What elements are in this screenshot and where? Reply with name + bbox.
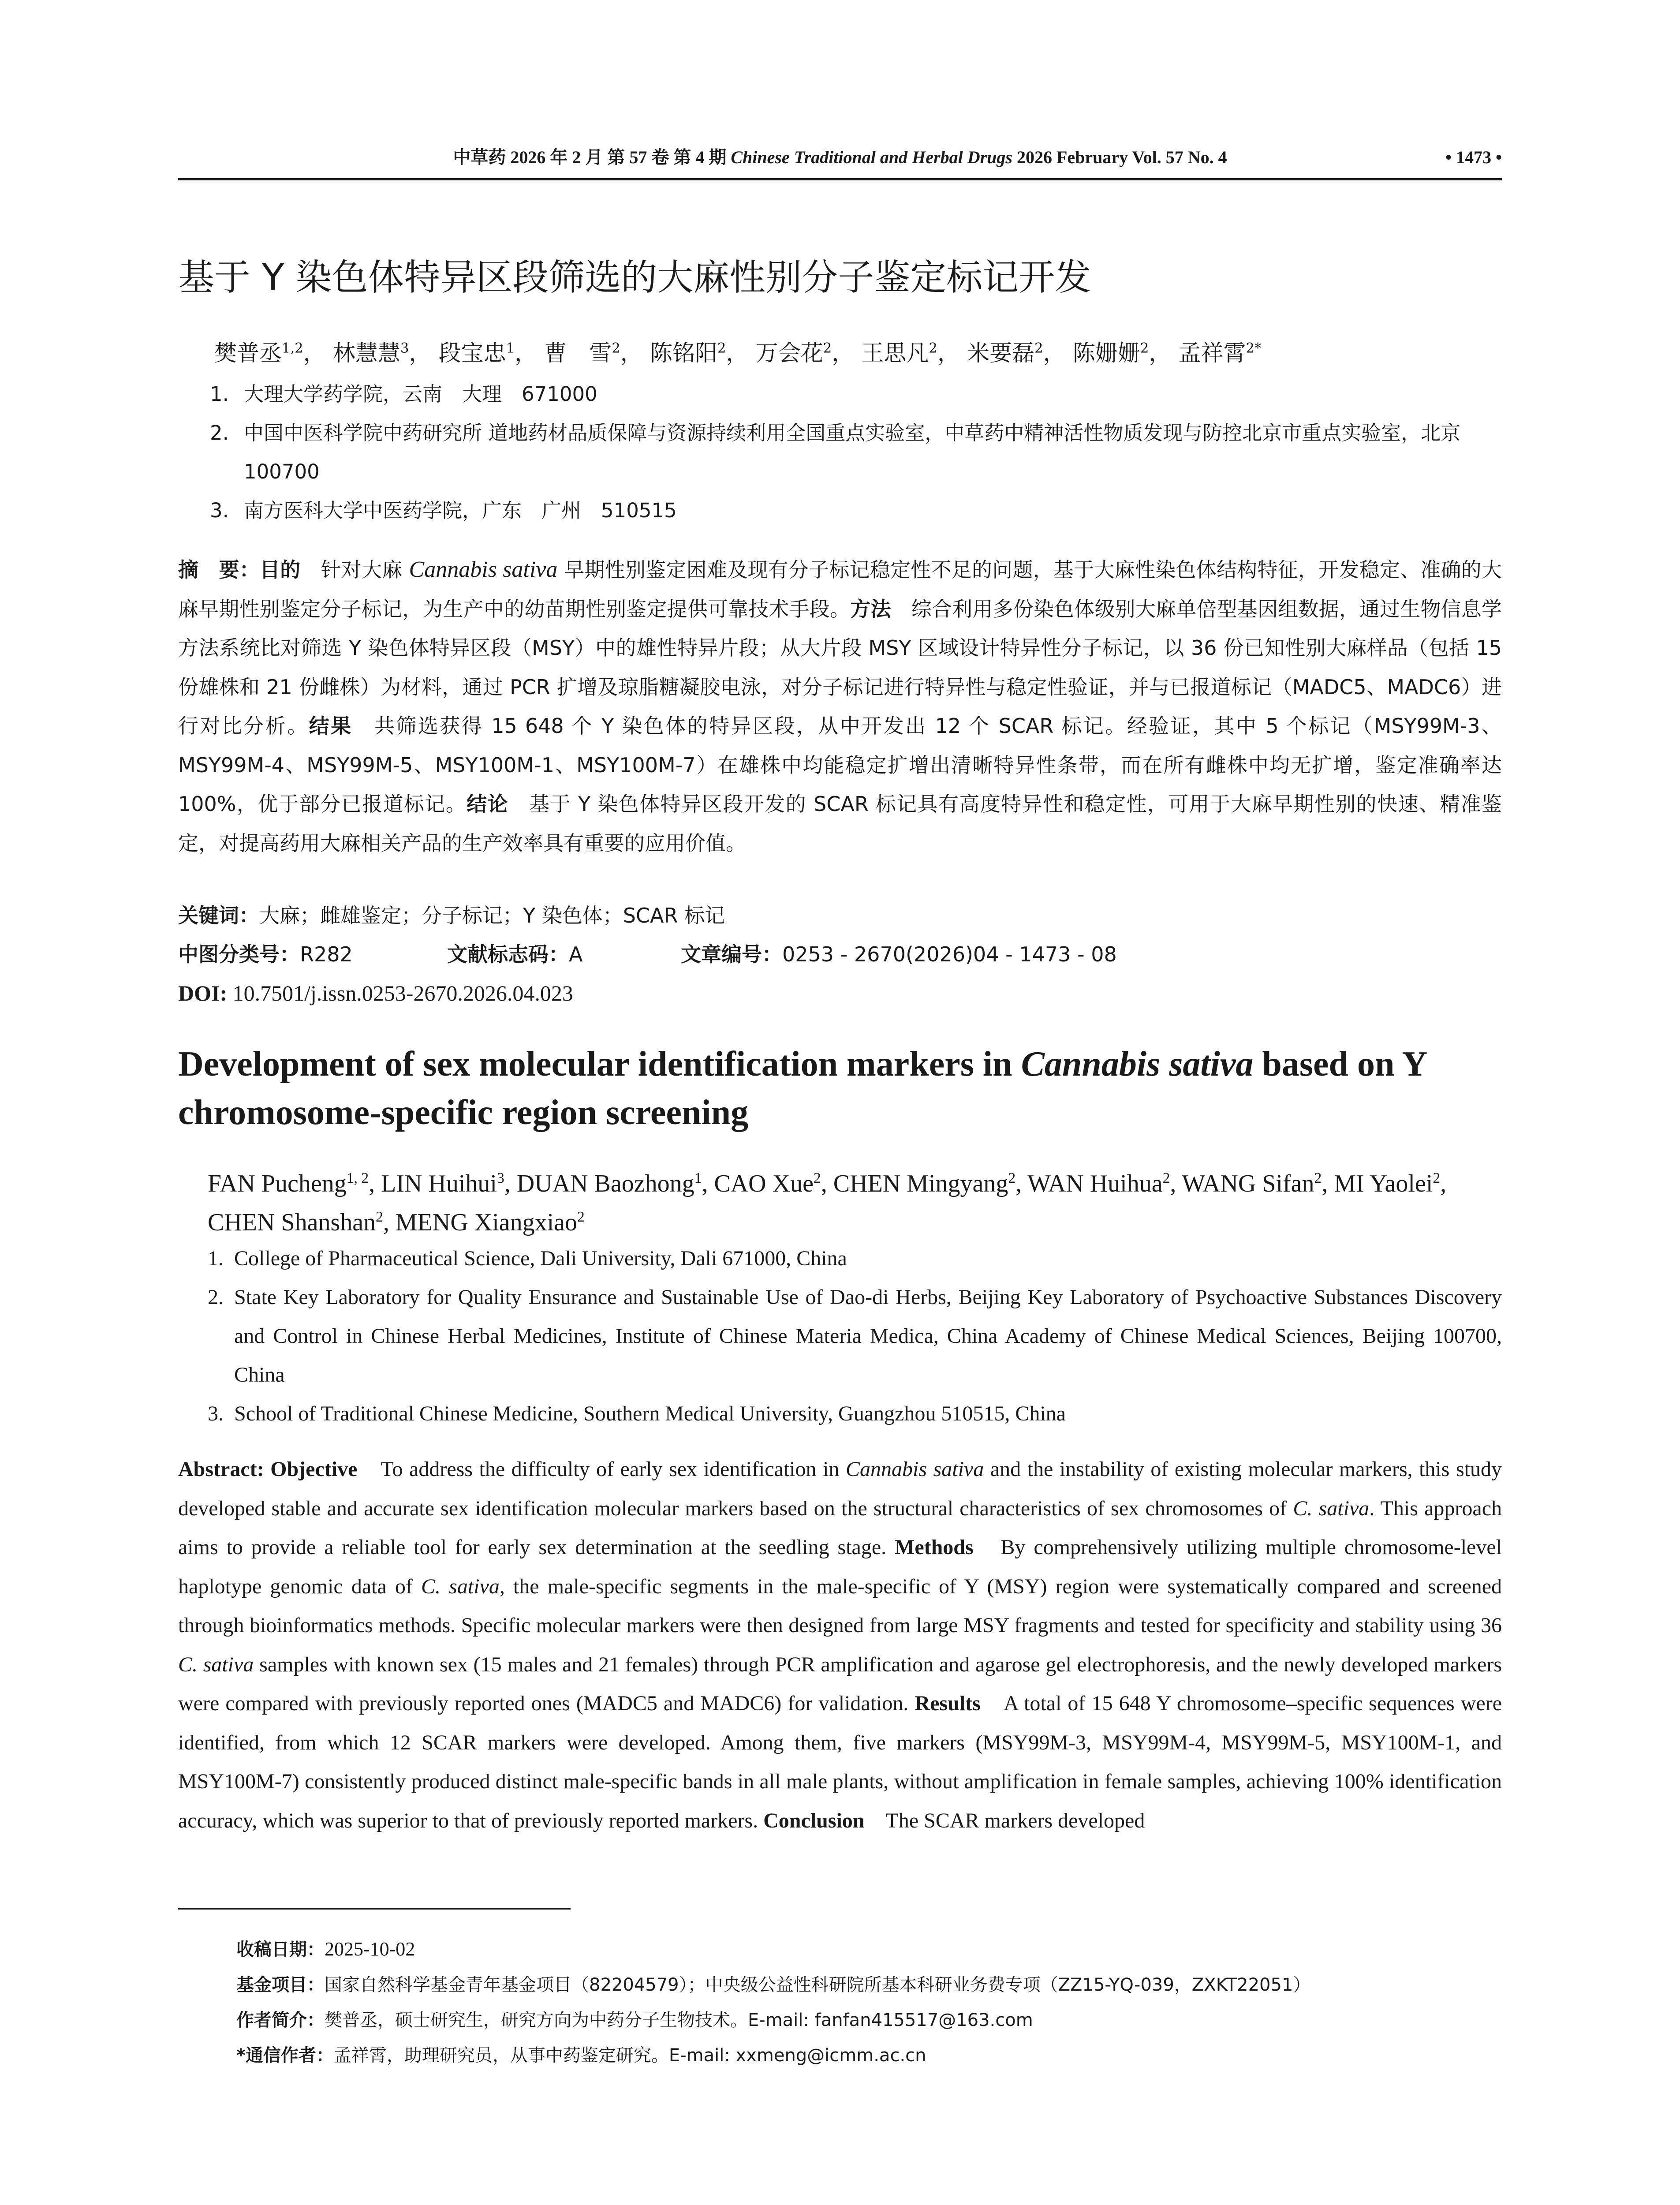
affiliation-cn: 3. 南方医科大学中医药学院，广东 广州 510515 — [210, 499, 677, 522]
keywords: 关键词：大麻；雌雄鉴定；分子标记；Y 染色体；SCAR 标记 — [178, 904, 725, 927]
footnote-divider — [178, 1908, 571, 1910]
author-cn: 曹 雪$^2$ — [544, 340, 620, 366]
author-cn: 林慧慧$^3$ — [332, 340, 409, 366]
header-page-number: • 1473 • — [1445, 147, 1502, 167]
author-en: CAO Xue$^2$ — [714, 1170, 821, 1197]
footnote-received: 收稿日期：2025-10-02 — [236, 1938, 415, 1960]
author-cn: 樊普丞$^{1,2}$ — [214, 340, 303, 366]
author-en: CHEN Mingyang$^2$ — [833, 1170, 1016, 1197]
footnote-funding: 基金项目：国家自然科学基金青年基金项目（82204579）；中央级公益性科研院所基本科研业务费专项（ZZ15-YQ-039，ZXKT22051） — [236, 1975, 1311, 1995]
abstract-en-label: Abstract: Objective — [178, 1458, 358, 1481]
affiliations-en — [208, 1239, 1502, 1433]
abstract-cn: 摘 要：目的 针对大麻 Cannabis sativa 早期性别鉴定困难及现有分子标记稳定性不足的问题，基于大麻性染色体结构特征，开发稳定、准确的大麻早期性别鉴定分子标记，为生产中的幼苗期性别鉴定提供可靠技术手段。方法 综合利用多份染色体级别大麻单倍型基因组数据，通过生物信息学方法系统比对筛选 Y 染色体特异区段（MSY）中的雄性特异片段；从大片段 MSY 区域设计特异性分子标记，以 36 份已知性别大麻样品（包括 15 份雄株和 21 份雌株）为材料，通过 PCR 扩增及琼脂糖凝胶电泳，对分子标记进行特异性与稳定性验证，并与已报道标记（MADC5、MADC6）进行对比分析。结果 共筛选获得 15 648 个 Y 染色体的特异区段，从中开发出 12 个 SCAR 标记。经验证，其中 5 个标记（MSY99M-3、MSY99M-4、MSY99M-5、MSY100M-1、MSY100M-7）在雄株中均能稳定扩增出清晰特异性条带，而在所有雌株中均无扩增，鉴定准确率达 100%，优于部分已报道标记。结论 基于 Y 染色体特异区段开发的 SCAR 标记具有高度特异性和稳定性，可用于大麻早期性别的快速、精准鉴定，对提高药用大麻相关产品的生产效率具有重要的应用价值。 — [178, 557, 1502, 855]
classification-row — [178, 935, 1502, 974]
running-header — [178, 142, 1502, 177]
affiliation-en: 2. State Key Laboratory for Quality Ensurance and Sustainable Use of Dao-di Herbs, Beijing Key Laboratory of Psychoactive Substances Discovery and Control in Chinese Herbal Medicines, Institute of Chinese Materia Medica, China Academy of Chinese Medical Sciences, Beijing 100700, China — [208, 1286, 1502, 1387]
footnote-corresponding: *通信作者：孟祥霄，助理研究员，从事中药鉴定研究。E-mail: xxmeng@icmm.ac.cn — [236, 2045, 926, 2066]
author-cn: 王思凡$^2$ — [861, 340, 937, 366]
author-en: WAN Huihua$^2$ — [1027, 1170, 1170, 1197]
doi[interactable]: DOI: 10.7501/j.issn.0253-2670.2026.04.023 — [178, 981, 573, 1005]
author-cn: 段宝忠$^1$ — [438, 340, 515, 366]
header-issue-cn: 2026 年 2 月 第 57 卷 第 4 期 — [510, 147, 727, 167]
author-cn: 米要磊$^2$ — [967, 340, 1043, 366]
authors-cn: 樊普丞$^{1,2}$， 林慧慧$^3$， 段宝忠$^1$， 曹 雪$^2$， 陈铭阳$^2$， 万会花$^2$， 王思凡$^2$， 米要磊$^2$， 陈姗姗$^2$， 孟祥霄$^{2*}$ — [214, 340, 1262, 366]
footnotes — [236, 1932, 1502, 2073]
header-journal-en: Chinese Traditional and Herbal Drugs — [731, 147, 1012, 167]
author-en: CHEN Shanshan$^2$ — [208, 1208, 383, 1236]
author-en: WANG Sifan$^2$ — [1182, 1170, 1322, 1197]
authors-en: FAN Pucheng$^{1, 2}$, LIN Huihui$^3$, DUAN Baozhong$^1$, CAO Xue$^2$, CHEN Mingyang$^2$, WAN Huihua$^2$, WANG Sifan$^2$, MI Yaolei$^2$, CHEN Shanshan$^2$, MENG Xiangxiao$^2$ — [208, 1170, 1447, 1236]
footnote-author-bio: 作者简介：樊普丞，硕士研究生，研究方向为中药分子生物技术。E-mail: fanfan415517@163.com — [236, 2010, 1033, 2030]
results-label-en: Results — [915, 1692, 981, 1715]
methods-label-en: Methods — [895, 1536, 974, 1559]
abstract-cn-label: 摘 要： — [178, 558, 260, 582]
results-label-cn: 结果 — [309, 714, 353, 738]
author-cn: 孟祥霄$^{2*}$ — [1178, 340, 1262, 366]
article-number: 文章编号：0253 - 2670(2026)04 - 1473 - 08 — [681, 942, 1117, 966]
header-issue-en: 2026 February Vol. 57 No. 4 — [1016, 147, 1227, 167]
author-en: MI Yaolei$^2$ — [1334, 1170, 1441, 1197]
document-code: 文献标志码：A — [447, 942, 583, 966]
conclusion-label-cn: 结论 — [467, 792, 508, 816]
header-divider — [178, 178, 1502, 180]
author-cn: 万会花$^2$ — [755, 340, 832, 366]
objective-label-cn: 目的 — [259, 558, 301, 582]
author-en: FAN Pucheng$^{1, 2}$ — [208, 1170, 369, 1197]
affiliation-en: 1. College of Pharmaceutical Science, Dali University, Dali 671000, China — [208, 1247, 847, 1270]
affiliation-cn: 1. 大理大学药学院，云南 大理 671000 — [210, 382, 597, 406]
affiliation-en: 3. School of Traditional Chinese Medicine, Southern Medical University, Guangzhou 510515, China — [208, 1402, 1066, 1425]
author-en: DUAN Baozhong$^1$ — [516, 1170, 702, 1197]
title-cn: 基于 Y 染色体特异区段筛选的大麻性别分子鉴定标记开发 — [178, 257, 1091, 299]
methods-label-cn: 方法 — [850, 597, 891, 621]
author-cn: 陈铭阳$^2$ — [650, 340, 726, 366]
header-journal-cn: 中草药 — [453, 147, 506, 168]
abstract-en: Abstract: Objective To address the difficulty of early sex identification in Cannabis sativa and the instability of existing molecular markers, this study developed stable and accurate sex identification molecular markers based on the structural characteristics of sex chromosomes of C. sativa. This approach aims to provide a reliable tool for early sex determination at the seedling stage. Methods By comprehensively utilizing multiple chromosome-level haplotype genomic data of C. sativa, the male-specific segments in the male-specific of Y (MSY) region were systematically compared and screened through bioinformatics methods. Specific molecular markers were then designed from large MSY fragments and tested for specificity and stability using 36 C. sativa samples with known sex (15 males and 21 females) through PCR amplification and agarose gel electrophoresis, and the newly developed markers were compared with previously reported ones (MADC5 and MADC6) for validation. Results A total of 15 648 Y chromosome–specific sequences were identified, from which 12 SCAR markers were developed. Among them, five markers (MSY99M-3, MSY99M-4, MSY99M-5, MSY100M-1, and MSY100M-7) consistently produced distinct male-specific bands in all male plants, without amplification in female samples, achieving 100% identification accuracy, which was superior to that of previously reported markers. Conclusion The SCAR markers developed — [178, 1458, 1502, 1832]
author-en: LIN Huihui$^3$ — [381, 1170, 504, 1197]
clc-number: 中图分类号：R282 — [178, 942, 353, 966]
author-cn: 陈姗姗$^2$ — [1072, 340, 1149, 366]
title-en: Development of sex molecular identification markers in Cannabis sativa based on Y chromosome-specific region screening — [178, 1045, 1426, 1132]
conclusion-label-en: Conclusion — [763, 1809, 865, 1832]
article-metadata — [178, 896, 1502, 1013]
affiliations-cn — [210, 375, 1502, 530]
affiliation-cn: 2. 中国中医科学院中药研究所 道地药材品质保障与资源持续利用全国重点实验室，中草药中精神活性物质发现与防控北京市重点实验室，北京 100700 — [210, 421, 1481, 483]
header-journal-info — [178, 142, 1502, 173]
author-en: MENG Xiangxiao$^2$ — [395, 1208, 585, 1236]
